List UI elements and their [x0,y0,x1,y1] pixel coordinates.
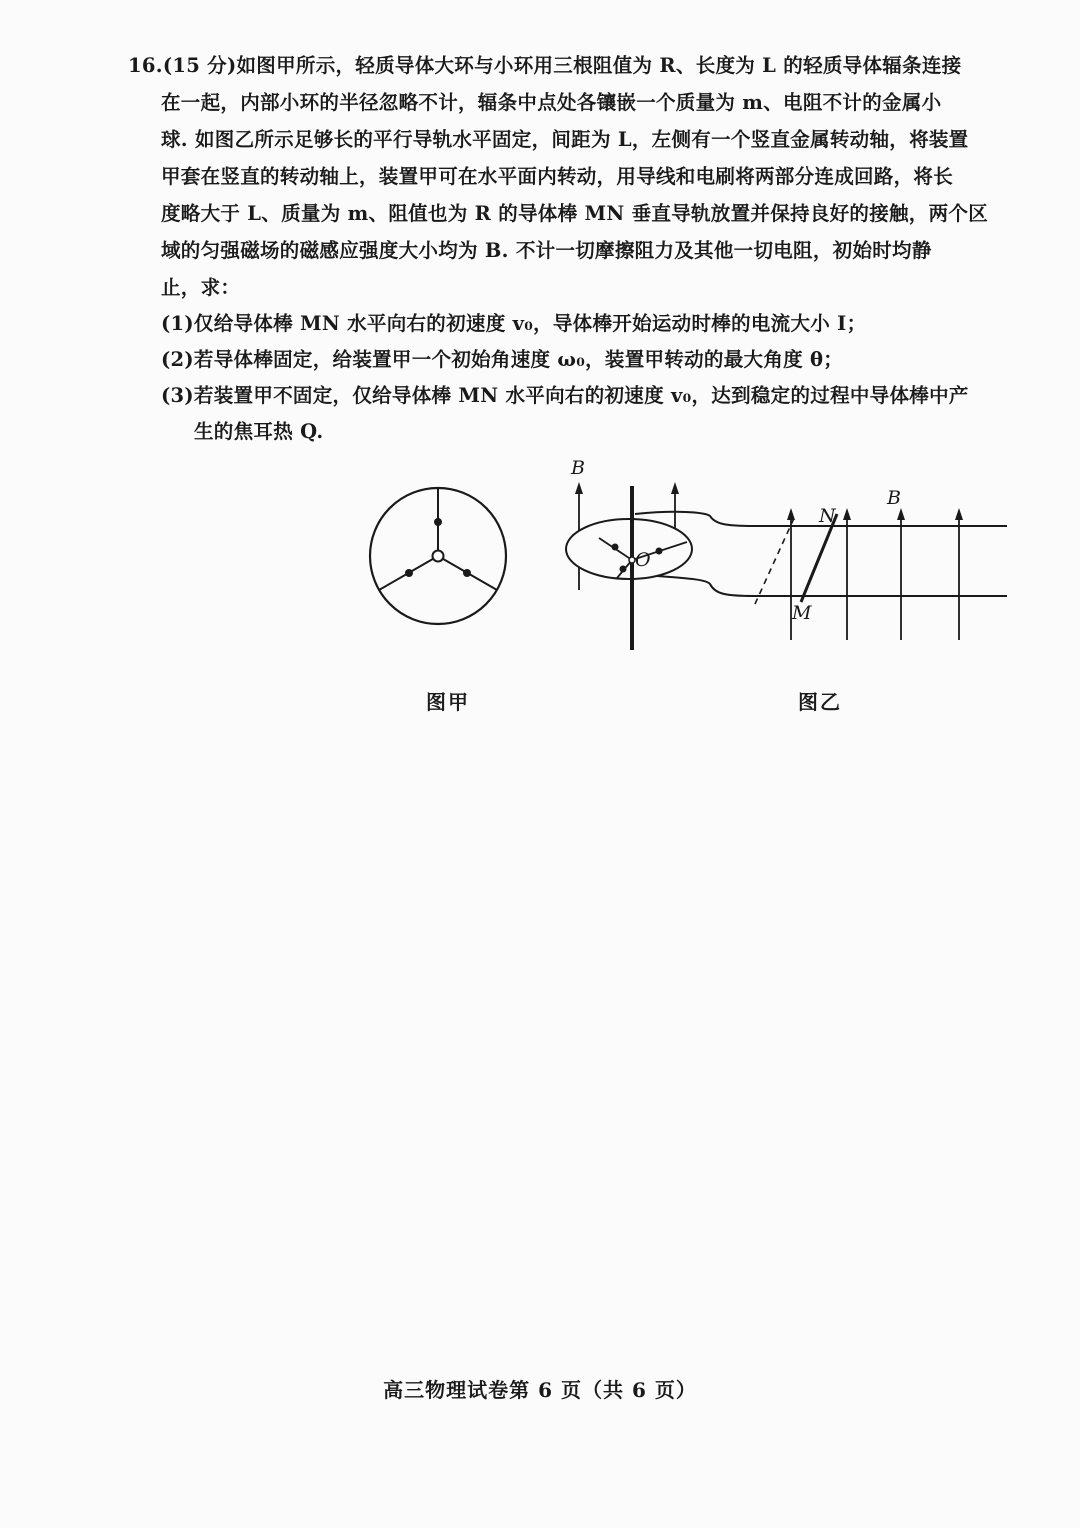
problem-line: 甲套在竖直的转动轴上，装置甲可在水平面内转动，用导线和电刷将两部分连成回路，将长 [161,165,954,188]
page-footer: 高三物理试卷第 6 页（共 6 页） [383,1378,697,1402]
question-3-cont: 生的焦耳热 Q. [194,420,324,443]
metal-ball [612,544,619,551]
field-arrow-head [843,508,851,520]
question-2: (2)若导体棒固定，给装置甲一个初始角速度 ω₀，装置甲转动的最大角度 θ； [161,348,844,371]
inner-ring [433,551,444,562]
rod-mn [801,514,837,602]
metal-ball [434,518,442,526]
problem-line: 域的匀强磁场的磁感应强度大小均为 B. 不计一切摩擦阻力及其他一切电阻，初始时均静 [161,239,932,262]
field-arrow-head [897,508,905,520]
problem-line: 在一起，内部小环的半径忽略不计，辐条中点处各镶嵌一个质量为 m、电阻不计的金属小 [161,91,942,114]
problem-line: 度略大于 L、质量为 m、阻值也为 R 的导体棒 MN 垂直导轨放置并保持良好的接触，两个区 [161,202,988,225]
question-3: (3)若装置甲不固定，仅给导体棒 MN 水平向右的初速度 v₀，达到稳定的过程中导体棒中产 [161,384,969,407]
metal-ball [463,569,471,577]
metal-ball [656,548,663,555]
problem-line: 止，求： [161,276,241,299]
metal-ball [620,566,627,573]
problem-line: 球. 如图乙所示足够长的平行导轨水平固定，间距为 L，左侧有一个竖直金属转动轴，将装置 [161,128,969,151]
figure-b-caption: 图乙 [798,690,842,714]
device-ellipse [566,519,692,579]
figure-a-caption: 图甲 [426,690,470,714]
field-arrow-head [575,482,583,494]
problem-line: 16.(15 分)如图甲所示，轻质导体大环与小环用三根阻值为 R、长度为 L 的轻质导体辐条连接 [128,54,962,77]
rail-bottom [635,574,1007,596]
metal-ball [405,569,413,577]
wheel-diagram [360,480,520,640]
label-n: N [819,505,836,527]
question-1: (1)仅给导体棒 MN 水平向右的初速度 v₀，导体棒开始运动时棒的电流大小 I； [161,312,867,335]
label-m: M [792,602,812,624]
label-o: O [635,549,651,571]
label-b-left: B [571,457,585,479]
rod-initial-dashed [755,516,795,604]
figure-a [360,480,520,644]
field-arrow-head [671,482,679,494]
field-arrow-head [787,508,795,520]
field-arrow-head [955,508,963,520]
figure-b [555,452,1015,661]
label-b-right: B [887,487,901,509]
rail-diagram [555,452,1015,657]
